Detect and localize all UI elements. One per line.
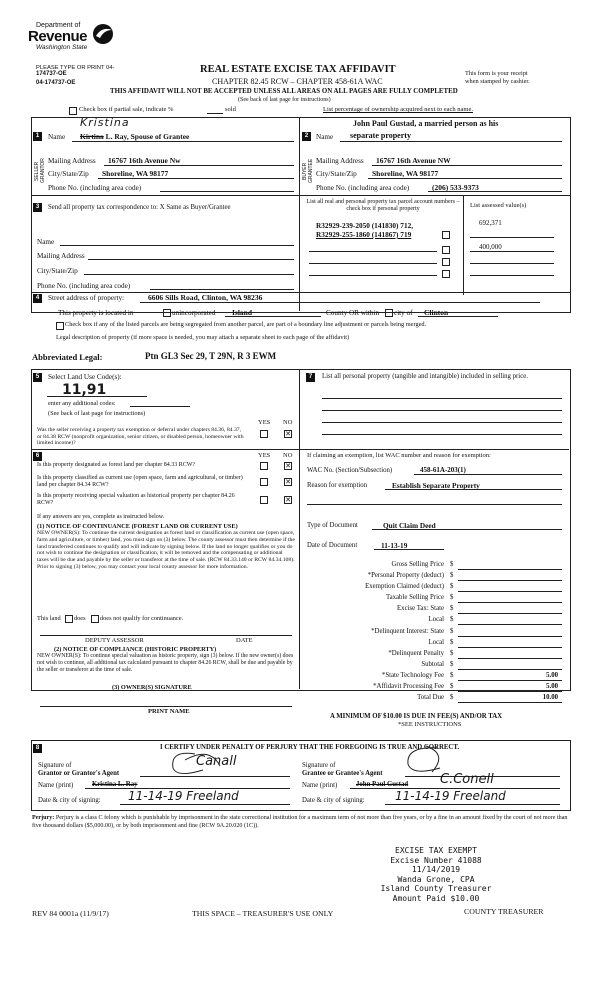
deputy-assessor-label: DEPUTY ASSESSOR <box>85 637 144 644</box>
fee-label: *Personal Property (deduct) <box>367 572 444 580</box>
dor-logo <box>28 22 108 52</box>
fee-label: Local <box>428 638 444 646</box>
ownership-label: List percentage of ownership acquired next to each name. <box>323 106 473 113</box>
doc-type-value: Quit Claim Deed <box>383 521 436 530</box>
fee-label: Exemption Claimed (deduct) <box>365 583 444 591</box>
land-use-code-line <box>47 396 147 397</box>
current-use-question: Is this property classified as current use (open space, farm and agricultural, or timber) land per chapter 84.34 RCW? <box>37 475 243 488</box>
affidavit-id-1: 174737-OE <box>36 71 67 77</box>
exemption-no-checkbox[interactable]: ✕ <box>285 430 291 438</box>
fee-row <box>300 572 562 583</box>
buyer-city-line <box>368 178 562 179</box>
seller-address-line <box>104 165 294 166</box>
reason-line-2 <box>307 504 562 505</box>
grantor-signature-flourish <box>165 746 245 780</box>
fee-line <box>458 658 562 659</box>
grantor-date-city: 11-14-19 Freeland <box>128 789 239 803</box>
fee-amount: 5.00 <box>546 683 558 691</box>
grantee-name-print-label: Name (print) <box>302 782 338 789</box>
rev-number: REV 84 0001a (11/9/17) <box>32 909 109 918</box>
fee-currency: $ <box>450 671 454 679</box>
street-value: 6606 Sills Road, Clinton, WA 98236 <box>148 293 263 302</box>
wac-value: 458-61A-203(1) <box>420 466 466 474</box>
fee-line <box>458 591 562 592</box>
city-of-label: city of <box>394 309 413 317</box>
section-8-number: 8 <box>33 744 42 753</box>
notice-1-title: (1) NOTICE OF CONTINUANCE (FOREST LAND OR CURRENT USE) <box>37 523 238 530</box>
fee-label: *Delinquent Interest: State <box>371 627 444 635</box>
parcel-2-personal-checkbox[interactable] <box>442 231 450 239</box>
fee-line <box>458 613 562 614</box>
exemption-question: Was the seller receiving a property tax exemption or deferral under chapters 84.36, 84.37, or 84.38 RCW (nonprofit organization, senior citizen, or disabled person, homeowner with limited income)? <box>37 427 244 447</box>
fee-currency: $ <box>450 638 454 646</box>
does-checkbox[interactable] <box>65 615 73 623</box>
notice-2-title: (2) NOTICE OF COMPLIANCE (HISTORIC PROPERTY) <box>54 646 217 653</box>
buyer-phone-label: Phone No. (including area code) <box>316 184 410 192</box>
fee-currency: $ <box>450 572 454 580</box>
fee-row <box>300 672 562 683</box>
land-use-code: 11,91 <box>62 382 107 398</box>
fee-currency: $ <box>450 660 454 668</box>
fee-label: Taxable Selling Price <box>385 594 444 602</box>
tax-corr-phone-line <box>150 289 294 290</box>
buyer-name-label: Name <box>316 133 334 141</box>
print-note: PLEASE TYPE OR PRINT 04- <box>36 65 115 71</box>
wac-line <box>414 474 562 475</box>
current-use-no-checkbox[interactable]: ✕ <box>285 478 291 486</box>
buyer-phone: (206) 533-9373 <box>432 183 479 192</box>
fee-line <box>458 580 562 581</box>
affidavit-id-2: 04-174737-OE <box>36 80 76 86</box>
fee-currency: $ <box>450 616 454 624</box>
value-4-line <box>470 275 554 276</box>
tax-corr-city-line <box>84 274 294 275</box>
tax-corr-name-line <box>60 245 294 246</box>
receipt-note-2: when stamped by cashier. <box>465 78 530 85</box>
value-1: 692,371 <box>479 219 502 227</box>
seller-phone-label: Phone No. (including area code) <box>48 184 142 192</box>
grantee-name-print: John Paul Gustad <box>356 781 409 788</box>
logo-line-2: Revenue <box>28 28 88 45</box>
perjury-label: Perjury: <box>32 815 55 821</box>
stamp-line-6: Amount Paid $10.00 <box>392 893 480 903</box>
parcels-header: List all real and personal property tax parcel account numbers – check box if personal property <box>306 199 460 212</box>
value-3-line <box>470 263 554 264</box>
fee-currency: $ <box>450 694 454 702</box>
grantor-sig-label-2: Grantor or Grantor's Agent <box>38 770 120 777</box>
grantor-date-label: Date & city of signing: <box>38 797 101 804</box>
value-2-line <box>470 251 554 252</box>
section-7-exempt-line <box>299 449 569 450</box>
street-label: Street address of property: <box>48 294 125 302</box>
owner-signature-label: (3) OWNER(S) SIGNATURE <box>112 684 192 691</box>
assessed-header: List assessed value(s) <box>470 202 527 209</box>
grantee-sig-label-2: Grantee or Grantee's Agent <box>302 770 383 777</box>
seller-city-line <box>98 178 294 179</box>
unincorporated-checkbox[interactable] <box>163 309 171 317</box>
parcel-3-checkbox[interactable] <box>442 246 450 254</box>
treasurer-space: THIS SPACE – TREASURER'S USE ONLY <box>192 909 334 918</box>
tax-corr-label: Send all property tax correspondence to: X Same as Buyer/Grantee <box>48 204 231 211</box>
reason-value: Establish Separate Property <box>392 481 480 490</box>
swoosh-icon <box>90 22 116 46</box>
segregated-checkbox[interactable] <box>56 322 64 330</box>
fee-line <box>458 680 562 681</box>
legal-note: Legal description of property (if more space is needed, you may attach a separate sheet to each page of the affidavit) <box>56 334 350 341</box>
tax-corr-city-label: City/State/Zip <box>37 267 78 275</box>
fee-row <box>300 683 562 694</box>
buyer-city: Shoreline, WA 98177 <box>372 169 439 178</box>
buyer-phone-line <box>428 191 562 192</box>
receipt-note-1: This form is your receipt <box>465 70 528 77</box>
form-chapter: CHAPTER 82.45 RCW – CHAPTER 458-61A WAC <box>212 77 383 86</box>
section-4-number: 4 <box>33 294 42 303</box>
pp-line-4 <box>322 434 562 435</box>
parcel-line-5 <box>309 275 437 276</box>
fee-amount: 10.00 <box>542 694 558 702</box>
fee-label: Gross Selling Price <box>391 561 444 568</box>
fee-line <box>458 569 562 570</box>
fee-line <box>458 647 562 648</box>
grantor-name-print-label: Name (print) <box>38 782 74 789</box>
exemption-yes-header: YES <box>258 419 271 426</box>
seller-name-label: Name <box>48 133 66 141</box>
fee-currency: $ <box>450 561 454 568</box>
fee-currency: $ <box>450 649 454 657</box>
doc-date-line <box>374 549 444 550</box>
unincorporated-label: unincorporated <box>172 309 216 317</box>
logo-line-1: Department of <box>36 22 81 29</box>
seller-side-label: SELLER GRANTOR <box>34 158 46 184</box>
fee-currency: $ <box>450 627 454 635</box>
this-land-label: This land <box>37 615 61 622</box>
pp-line-1 <box>322 398 562 399</box>
exemption-claim-label: If claiming an exemption, list WAC number and reason for exemption: <box>307 452 491 459</box>
s6-yes-header: YES <box>258 452 271 459</box>
fee-row <box>300 661 562 672</box>
grantor-sig-label-1: Signature of <box>38 762 72 769</box>
current-use-yes-checkbox[interactable] <box>260 478 268 486</box>
fees-table <box>300 561 562 705</box>
fee-currency: $ <box>450 683 454 691</box>
form-title: REAL ESTATE EXCISE TAX AFFIDAVIT <box>200 64 396 75</box>
seller-address-label: Mailing Address <box>48 157 96 165</box>
perjury-body: Perjury is a class C felony which is punishable by imprisonment in the state correctional institution for a maximum term of not more than five years, or by a fine in an amount fixed by the court of not more than five thousand dollars ($5,000.00), or by both imprisonment and fine (RCW 9A.20.020 (1C)). <box>32 815 568 829</box>
fee-line <box>458 702 562 703</box>
section-6-top-line <box>31 449 299 450</box>
seller-phone-line <box>160 191 294 192</box>
abbreviated-legal-value: Ptn GL3 Sec 29, T 29N, R 3 EWM <box>145 351 277 361</box>
fee-label: *State Technology Fee <box>381 671 444 679</box>
parcel-1: R32929-239-2050 (141830) 712, <box>316 221 414 230</box>
certify-text: I CERTIFY UNDER PENALTY OF PERJURY THAT THE FOREGOING IS TRUE AND CORRECT. <box>160 744 460 751</box>
section-4-top-line <box>31 292 571 293</box>
parcel-line-3 <box>309 251 437 252</box>
value-1-line <box>470 237 554 238</box>
grantor-signature: Canall <box>196 754 237 769</box>
fee-row <box>300 639 562 650</box>
fee-row <box>300 628 562 639</box>
assessor-line <box>40 635 292 636</box>
fee-line <box>458 624 562 625</box>
parcel-2: R32929-255-1860 (141867) 719 <box>316 230 412 239</box>
fee-line <box>458 602 562 603</box>
additional-codes-label: enter any additional codes: <box>48 400 116 407</box>
grantee-date-city: 11-14-19 Freeland <box>395 789 506 803</box>
seller-name-value: L. Ray, Spouse of Grantee <box>105 132 190 141</box>
fee-line <box>458 636 562 637</box>
forest-yes-checkbox[interactable] <box>260 462 268 470</box>
tax-corr-phone-label: Phone No. (including area code) <box>37 282 131 290</box>
partial-pct-line <box>207 113 223 114</box>
county-label: County OR within <box>326 309 380 317</box>
section-1-number: 1 <box>33 132 42 141</box>
stamp-line-2: Excise Number 41088 <box>390 855 482 865</box>
section-3-number: 3 <box>33 203 42 212</box>
owner-print-line <box>40 706 292 707</box>
city-line <box>418 316 498 317</box>
section-1-2-divider <box>299 117 300 311</box>
partial-sale-sold: sold <box>225 106 236 113</box>
partial-sale-label: Check box if partial sale, indicate % <box>79 106 174 113</box>
seller-city: Shoreline, WA 98177 <box>102 169 169 178</box>
grantor-name-print: Kristina L. Ray <box>92 781 138 788</box>
parcel-5-checkbox[interactable] <box>442 270 450 278</box>
any-yes-note: If any answers are yes, complete as instructed below. <box>37 514 165 520</box>
see-back-note: (See back of last page for instructions) <box>238 97 331 103</box>
s6-no-header: NO <box>283 452 293 459</box>
land-use-label: Select Land Use Code(s): <box>48 373 122 381</box>
city-checkbox[interactable] <box>385 309 393 317</box>
grantee-date-line <box>385 804 560 805</box>
seller-handwritten-name: Kristina <box>80 116 130 129</box>
forest-no-checkbox[interactable]: ✕ <box>285 462 291 470</box>
pp-line-3 <box>322 422 562 423</box>
fee-label: Local <box>428 616 444 624</box>
stamp-line-5: Island County Treasurer <box>380 884 492 894</box>
grantor-date-line <box>120 804 290 805</box>
notice-2-text: NEW OWNER(S): To continue special valuation as historic property, sign (3) below. If the new owner(s) does not wish to continue, all additional tax calculated pursuant to chapter 84.26 RCW, shall be due and payable by the seller or transferor at the time of sale. <box>37 653 294 673</box>
doc-date-label: Date of Document <box>307 542 358 549</box>
fee-label: *Affidavit Processing Fee <box>373 683 444 691</box>
county-line <box>225 316 321 317</box>
does-label: does <box>74 615 86 622</box>
reason-label: Reason for exemption <box>307 482 368 489</box>
buyer-name-top: John Paul Gustad, a married person as his <box>353 119 499 128</box>
notice-1-text: NEW OWNER(S): To continue the current designation as forest land or classification as current use (open space, farm and agriculture, or timber) land, you must sign on (3) below. The county assessor must then determine if the land transferred continues to qualify and will indicate by signing below. If the land no longer qualifies or you do not wish to continue the designation or classification, it will be removed and the compensating or additional taxes will be due and payable by the seller or transferor at the time of sale. (RCW 84.33.140 or RCW 84.34.108). Prior to signing (3) below, you may contact your local county assessor for more information. <box>37 530 295 570</box>
abbreviated-legal-label: Abbreviated Legal: <box>32 352 103 362</box>
exemption-yes-checkbox[interactable] <box>260 430 268 438</box>
county-value: Island <box>232 308 253 317</box>
tax-corr-name-label: Name <box>37 238 55 246</box>
seller-address: 16767 16th Avenue Nw <box>108 156 181 165</box>
grantee-name-print-hw: C.Conell <box>440 772 494 787</box>
tax-corr-address-line <box>88 259 294 260</box>
historic-yes-checkbox[interactable] <box>260 496 268 504</box>
partial-sale-checkbox[interactable] <box>69 107 77 115</box>
exemption-no-header: NO <box>283 419 293 426</box>
city-value: Clinton <box>424 308 449 317</box>
treasurer-stamp <box>366 846 506 904</box>
county-treasurer: COUNTY TREASURER <box>464 907 544 916</box>
segregated-note: Check box if any of the listed parcels are being segregated from another parcel, are part of a boundary line adjustment or parcels being merged. <box>65 321 427 328</box>
section-5-number: 5 <box>33 373 42 382</box>
section-6-number: 6 <box>33 452 42 461</box>
perjury-text <box>32 814 570 830</box>
buyer-name: separate property <box>350 131 411 140</box>
seller-name-struck: Kirtina <box>80 132 104 141</box>
grantee-sig-label-1: Signature of <box>302 762 336 769</box>
fee-row <box>300 694 562 705</box>
buyer-name-line <box>340 141 562 142</box>
reason-line <box>385 489 562 490</box>
warning-text: THIS AFFIDAVIT WILL NOT BE ACCEPTED UNLESS ALL AREAS ON ALL PAGES ARE FULLY COMPLETED <box>110 88 458 95</box>
print-name-label: PRINT NAME <box>148 708 190 715</box>
personal-property-label: List all personal property (tangible and intangible) included in selling price. <box>322 373 528 380</box>
buyer-address-line <box>372 165 562 166</box>
assessor-date-label: DATE <box>236 637 253 644</box>
stamp-line-4: Wanda Grone, CPA <box>397 874 475 884</box>
wac-label: WAC No. (Section/Subsection) <box>307 467 393 474</box>
fee-currency: $ <box>450 583 454 591</box>
doc-type-line <box>372 529 562 530</box>
grantee-date-label: Date & city of signing: <box>302 797 365 804</box>
fee-label: Total Due <box>417 694 444 702</box>
historic-question: Is this property receiving special valuation as historical property per chapter 84.26 RCW? <box>37 493 235 506</box>
fee-amount: 5.00 <box>546 671 558 679</box>
parcel-line-4 <box>309 263 437 264</box>
buyer-side-label: BUYER GRANTEE <box>302 158 314 184</box>
tax-corr-address-label: Mailing Address <box>37 252 85 260</box>
section-3-top-line <box>31 195 571 196</box>
buyer-address: 16767 16th Avenue NW <box>376 156 451 165</box>
fee-row <box>300 650 562 661</box>
fee-label: *Delinquent Penalty <box>388 649 444 657</box>
minimum-note: A MINIMUM OF $10.00 IS DUE IN FEE(S) AND/OR TAX <box>330 713 503 720</box>
fee-row <box>300 583 562 594</box>
fee-row <box>300 605 562 616</box>
section-7-number: 7 <box>306 373 315 382</box>
land-use-see-back: (See back of last page for instructions) <box>48 410 146 417</box>
does-not-checkbox[interactable] <box>91 615 99 623</box>
fee-label: Excise Tax: State <box>397 605 444 613</box>
buyer-address-label: Mailing Address <box>316 157 364 165</box>
logo-line-3: Washington State <box>36 44 88 51</box>
fee-line <box>458 669 562 670</box>
fee-row <box>300 561 562 572</box>
stamp-line-3: 11/14/2019 <box>411 865 461 875</box>
seller-name <box>80 132 189 141</box>
fee-currency: $ <box>450 605 454 613</box>
buyer-city-label: City/State/Zip <box>316 170 357 178</box>
forest-question: Is this property designated as forest land per chapter 84.33 RCW? <box>37 462 196 468</box>
doc-date-value: 11-13-19 <box>381 541 408 550</box>
does-not-label: does not qualify for continuance. <box>100 615 184 622</box>
additional-codes-line <box>130 406 190 407</box>
parcel-4-checkbox[interactable] <box>442 258 450 266</box>
see-instructions: *SEE INSTRUCTIONS <box>398 721 462 728</box>
seller-name-line <box>72 141 294 142</box>
stamp-line-1: EXCISE TAX EXEMPT <box>395 846 477 855</box>
street-line <box>140 302 540 303</box>
section-2-number: 2 <box>302 132 311 141</box>
seller-city-label: City/State/Zip <box>48 170 89 178</box>
fee-row <box>300 594 562 605</box>
fee-line <box>458 691 562 692</box>
fee-row <box>300 616 562 627</box>
doc-type-label: Type of Document <box>307 522 358 529</box>
parcel-divider <box>463 195 464 295</box>
historic-no-checkbox[interactable]: ✕ <box>285 496 291 504</box>
pp-line-2 <box>322 410 562 411</box>
fee-label: Subtotal <box>421 660 444 668</box>
located-label: This property is located in <box>58 309 134 317</box>
value-2: 400,000 <box>479 243 502 251</box>
fee-currency: $ <box>450 594 454 602</box>
